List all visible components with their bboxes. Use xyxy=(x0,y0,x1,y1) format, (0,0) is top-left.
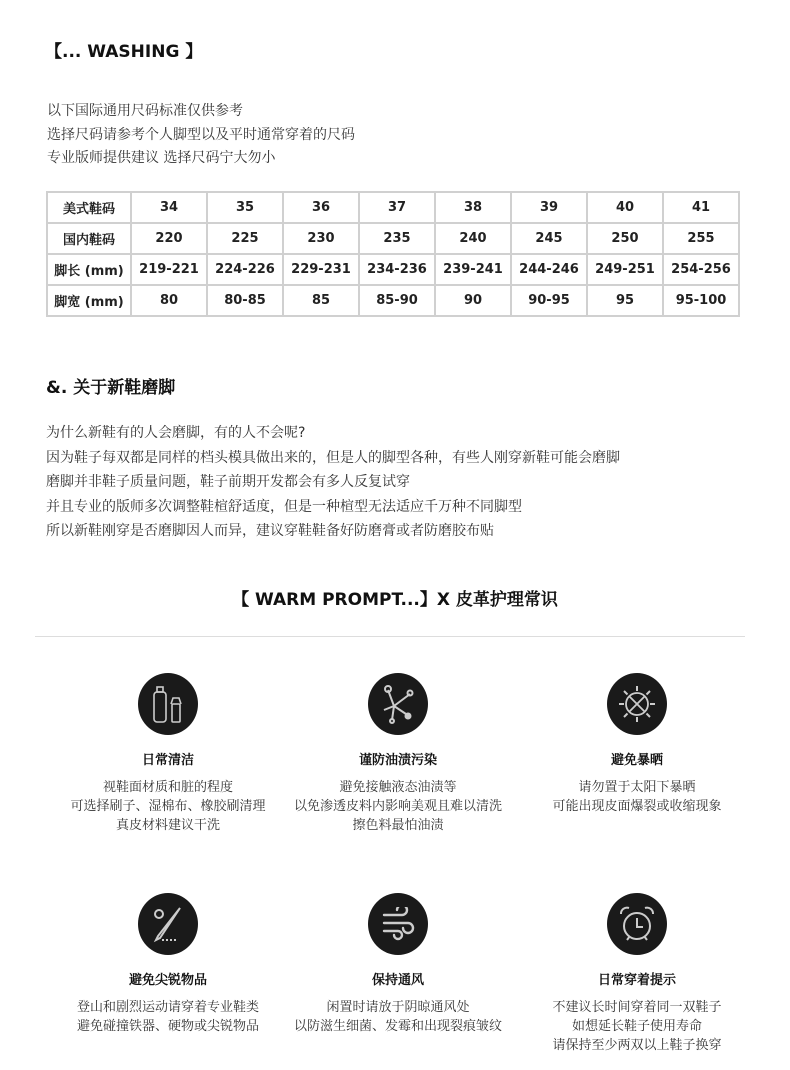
table-cell: 39 xyxy=(511,192,587,223)
table-cell: 220 xyxy=(131,223,207,254)
oil-stain-icon xyxy=(368,673,428,735)
desc-line: 不建议长时间穿着同一双鞋子 xyxy=(552,1000,722,1015)
size-table xyxy=(46,191,740,317)
table-cell: 40 xyxy=(587,192,663,223)
table-cell: 95-100 xyxy=(663,285,739,316)
table-cell: 95 xyxy=(587,285,663,316)
divider xyxy=(35,636,745,637)
table-cell: 235 xyxy=(359,223,435,254)
washing-heading: 【... WASHING 】 xyxy=(45,42,203,62)
table-cell: 224-226 xyxy=(207,254,283,285)
desc-line: 可选择刷子、湿棉布、橡胶刷清理 xyxy=(70,799,266,814)
table-cell: 35 xyxy=(207,192,283,223)
care-tip-desc xyxy=(278,778,518,835)
care-tip-desc xyxy=(48,998,288,1036)
table-cell: 36 xyxy=(283,192,359,223)
care-tip-card xyxy=(278,893,518,1036)
table-cell: 80-85 xyxy=(207,285,283,316)
blister-heading: &. 关于新鞋磨脚 xyxy=(46,378,176,398)
table-row xyxy=(47,254,739,285)
table-cell: 37 xyxy=(359,192,435,223)
table-row xyxy=(47,285,739,316)
desc-line: 擦色料最怕油渍 xyxy=(352,818,444,833)
table-cell: 254-256 xyxy=(663,254,739,285)
table-cell: 229-231 xyxy=(283,254,359,285)
desc-line: 避免碰撞铁器、硬物或尖锐物品 xyxy=(76,1019,259,1034)
table-cell: 34 xyxy=(131,192,207,223)
cleaning-bottle-icon xyxy=(138,673,198,735)
care-tip-title: 避免尖锐物品 xyxy=(128,973,207,988)
desc-line: 请保持至少两双以上鞋子换穿 xyxy=(552,1038,722,1053)
table-row xyxy=(47,192,739,223)
care-tip-card xyxy=(517,893,757,1055)
table-cell: 85 xyxy=(283,285,359,316)
table-cell: 90-95 xyxy=(511,285,587,316)
table-cell: 234-236 xyxy=(359,254,435,285)
row-header: 脚长 (mm) xyxy=(47,254,131,285)
care-tip-desc xyxy=(517,778,757,816)
desc-line: 避免接触液态油渍等 xyxy=(339,780,457,795)
care-tip-card xyxy=(48,673,288,835)
care-tip-card xyxy=(517,673,757,816)
size-intro xyxy=(47,100,355,171)
table-cell: 244-246 xyxy=(511,254,587,285)
table-cell: 245 xyxy=(511,223,587,254)
paragraph-line: 因为鞋子每双都是同样的档头模具做出来的，但是人的脚型各种，有些人刚穿新鞋可能会磨脚 xyxy=(46,449,620,466)
desc-line: 以免渗透皮料内影响美观且难以清洗 xyxy=(293,799,502,814)
paragraph-line: 为什么新鞋有的人会磨脚，有的人不会呢? xyxy=(46,425,306,441)
desc-line: 闲置时请放于阴晾通风处 xyxy=(326,1000,470,1015)
table-cell: 239-241 xyxy=(435,254,511,285)
desc-line: 如想延长鞋子使用寿命 xyxy=(571,1019,702,1034)
blister-paragraph xyxy=(46,421,620,544)
care-tip-title: 避免暴晒 xyxy=(610,753,663,768)
intro-line: 选择尺码请参考个人脚型以及平时通常穿着的尺码 xyxy=(47,126,355,143)
care-tip-title: 保持通风 xyxy=(371,973,424,988)
care-tip-desc xyxy=(48,778,288,835)
paragraph-line: 所以新鞋刚穿是否磨脚因人而异，建议穿鞋鞋备好防磨膏或者防磨胶布贴 xyxy=(46,523,494,539)
table-cell: 240 xyxy=(435,223,511,254)
table-cell: 225 xyxy=(207,223,283,254)
desc-line: 可能出现皮面爆裂或收缩现象 xyxy=(552,799,722,814)
paragraph-line: 磨脚并非鞋子质量问题，鞋子前期开发都会有多人反复试穿 xyxy=(46,474,410,490)
care-tip-card xyxy=(278,673,518,835)
table-cell: 250 xyxy=(587,223,663,254)
row-header: 美式鞋码 xyxy=(47,192,131,223)
row-header: 脚宽 (mm) xyxy=(47,285,131,316)
table-cell: 41 xyxy=(663,192,739,223)
care-tip-title: 日常清洁 xyxy=(141,753,194,768)
row-header: 国内鞋码 xyxy=(47,223,131,254)
care-tip-desc xyxy=(517,998,757,1055)
care-tip-title: 谨防油渍污染 xyxy=(358,753,437,768)
table-cell: 230 xyxy=(283,223,359,254)
intro-line: 专业版师提供建议 选择尺码宁大勿小 xyxy=(47,150,276,166)
table-cell: 90 xyxy=(435,285,511,316)
table-cell: 219-221 xyxy=(131,254,207,285)
table-row xyxy=(47,223,739,254)
table-cell: 85-90 xyxy=(359,285,435,316)
no-sun-icon xyxy=(607,673,667,735)
desc-line: 请勿置于太阳下暴晒 xyxy=(578,780,696,795)
intro-line: 以下国际通用尺码标准仅供参考 xyxy=(47,103,243,119)
desc-line: 真皮材料建议干洗 xyxy=(115,818,220,833)
table-cell: 80 xyxy=(131,285,207,316)
desc-line: 以防滋生细菌、发霉和出现裂痕皱纹 xyxy=(293,1019,502,1034)
care-tip-title: 日常穿着提示 xyxy=(597,973,676,988)
desc-line: 视鞋面材质和脏的程度 xyxy=(102,780,233,795)
desc-line: 登山和剧烈运动请穿着专业鞋类 xyxy=(76,1000,259,1015)
ventilation-icon xyxy=(368,893,428,955)
table-cell: 249-251 xyxy=(587,254,663,285)
paragraph-line: 并且专业的版师多次调整鞋楦舒适度，但是一种楦型无法适应千万种不同脚型 xyxy=(46,498,522,515)
table-cell: 255 xyxy=(663,223,739,254)
alarm-clock-icon xyxy=(607,893,667,955)
care-tip-desc xyxy=(278,998,518,1036)
warm-prompt-heading: 【 WARM PROMPT...】X 皮革护理常识 xyxy=(232,590,558,610)
sharp-object-icon xyxy=(138,893,198,955)
care-tip-card xyxy=(48,893,288,1036)
table-cell: 38 xyxy=(435,192,511,223)
